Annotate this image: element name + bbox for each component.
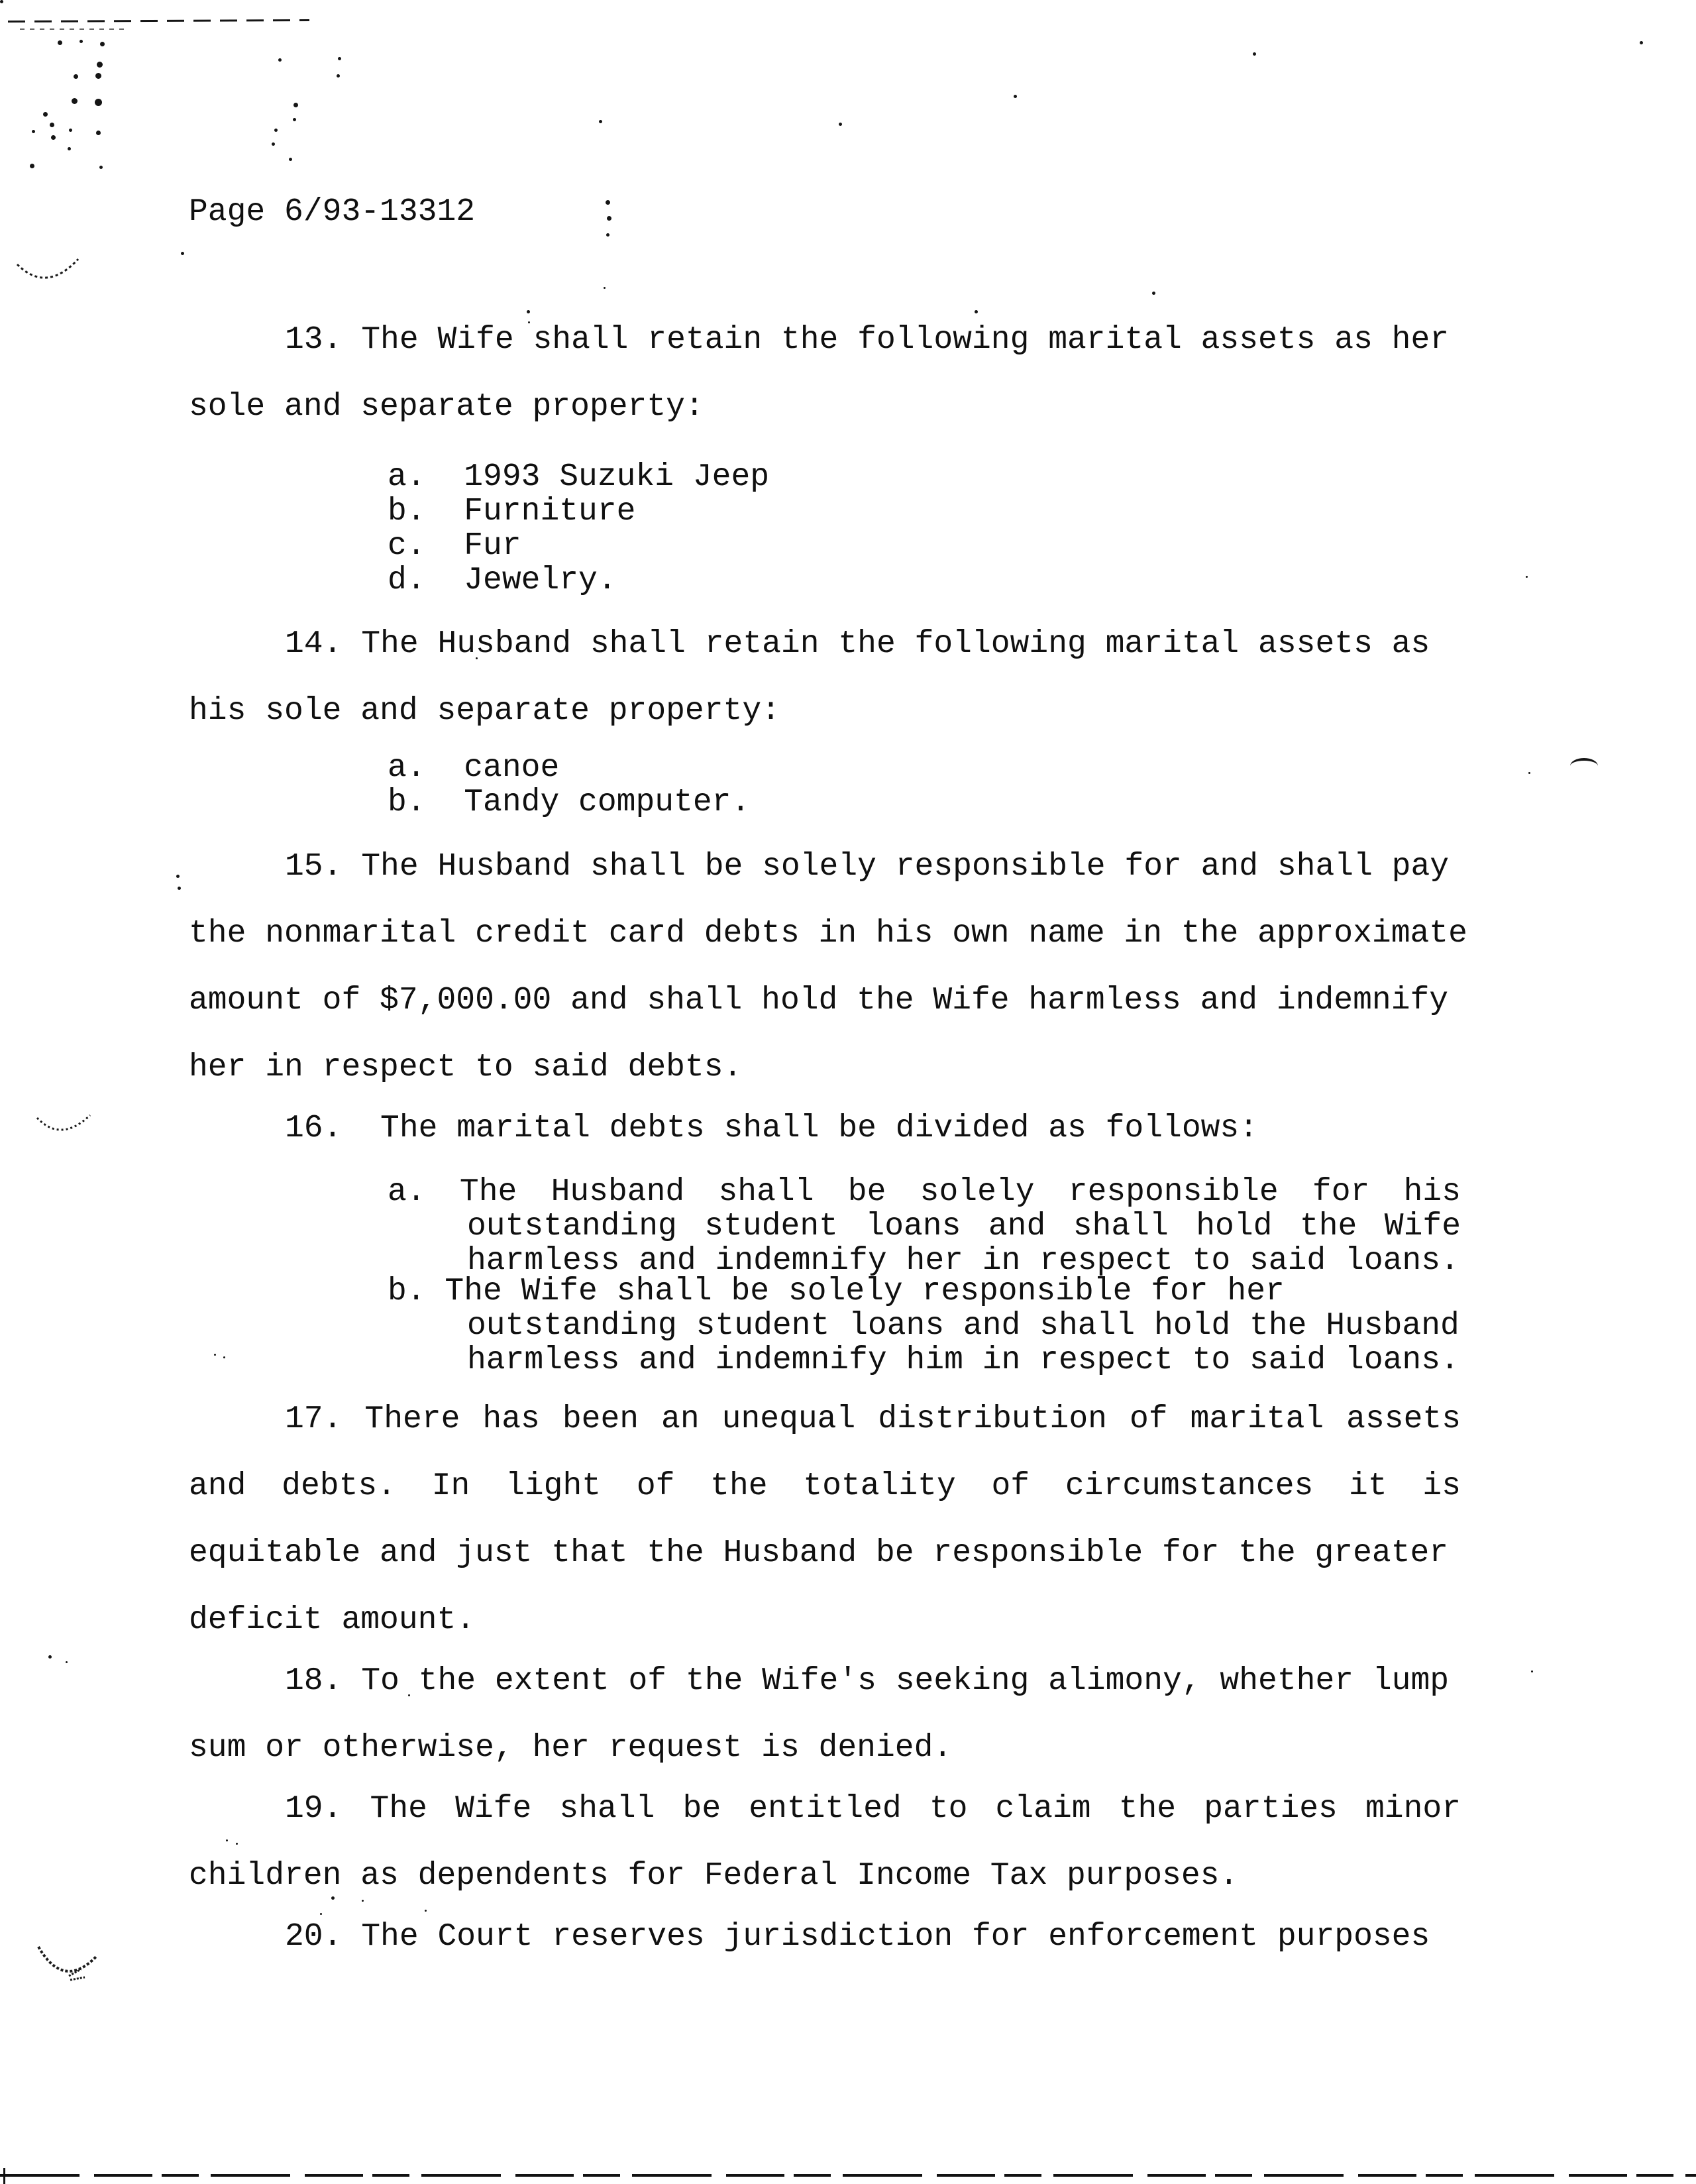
paragraph-13-asset-list <box>388 460 1461 598</box>
doc-line: amount of $7,000.00 and shall hold the Wife harmless and indemnify <box>189 983 1449 1018</box>
paragraph-15 <box>189 834 1467 1101</box>
scan-mark-left-margin-3 <box>34 1941 103 1989</box>
doc-line: 17. There has been an unequal distribution of marital assets <box>285 1401 1461 1437</box>
scan-edge-tick-bottom-left <box>3 2168 5 2184</box>
paragraph-13 <box>189 307 1461 441</box>
paragraph-14 <box>189 611 1461 745</box>
list-item: a. 1993 Suzuki Jeep <box>388 459 770 495</box>
paragraph-19 <box>189 1776 1461 1910</box>
doc-line: b. The Wife shall be solely responsible for her <box>388 1274 1285 1309</box>
doc-line: sum or otherwise, her request is denied. <box>189 1730 953 1766</box>
paragraph-14-asset-list <box>388 751 1461 820</box>
paragraph-17 <box>189 1386 1461 1654</box>
doc-line: 16. The marital debts shall be divided as follows: <box>285 1111 1259 1146</box>
doc-line: 20. The Court reserves jurisdiction for enforcement purposes <box>285 1919 1430 1955</box>
scan-edge-line-top <box>8 19 309 23</box>
doc-line: outstanding student loans and shall hold the Husband <box>467 1308 1459 1344</box>
scan-ink-specks <box>0 0 3 3</box>
doc-line: sole and separate property: <box>189 389 704 425</box>
page-header <box>189 195 1514 229</box>
doc-line: 19. The Wife shall be entitled to claim the parties minor <box>285 1791 1461 1827</box>
doc-line: a. The Husband shall be solely responsible for his <box>388 1174 1461 1210</box>
list-item: a. canoe <box>388 750 560 786</box>
scan-mark-right-dash <box>1570 758 1598 766</box>
list-item: b. Furniture <box>388 494 636 529</box>
doc-line: her in respect to said debts. <box>189 1050 743 1085</box>
doc-line: his sole and separate property: <box>189 693 780 729</box>
paragraph-16-item-a <box>388 1175 1461 1278</box>
list-item: b. Tandy computer. <box>388 785 751 820</box>
scan-mark-left-margin-2 <box>33 1110 94 1146</box>
doc-line: equitable and just that the Husband be responsible for the greater <box>189 1535 1449 1571</box>
doc-line: deficit amount. <box>189 1602 476 1638</box>
doc-line: outstanding student loans and shall hold the Wife <box>467 1209 1461 1244</box>
paragraph-16 <box>189 1095 1461 1162</box>
paragraph-18 <box>189 1648 1461 1782</box>
paragraph-16-item-b <box>388 1274 1461 1378</box>
doc-line: the nonmarital credit card debts in his own name in the approximate <box>189 916 1467 952</box>
scan-edge-line-bottom <box>0 2174 1696 2177</box>
doc-line: 14. The Husband shall retain the following marital assets as <box>285 626 1430 662</box>
doc-line: and debts. In light of the totality of circumstances it is <box>189 1468 1461 1504</box>
doc-line: 13. The Wife shall retain the following marital assets as her <box>285 322 1450 358</box>
doc-line: 15. The Husband shall be solely responsible for and shall pay <box>285 849 1450 885</box>
list-item: d. Jewelry. <box>388 563 617 598</box>
doc-line: harmless and indemnify her in respect to said loans. <box>467 1243 1459 1279</box>
doc-line: harmless and indemnify him in respect to said loans. <box>467 1342 1459 1378</box>
doc-line: 18. To the extent of the Wife's seeking alimony, whether lump <box>285 1663 1450 1699</box>
page-number-label: Page 6/93-13312 <box>189 194 476 230</box>
paragraph-20 <box>189 1904 1461 1971</box>
scan-edge-line-top-secondary <box>20 28 126 30</box>
doc-line: children as dependents for Federal Income Tax purposes. <box>189 1858 1239 1894</box>
scan-mark-left-margin-1 <box>13 255 82 298</box>
list-item: c. Fur <box>388 528 521 564</box>
